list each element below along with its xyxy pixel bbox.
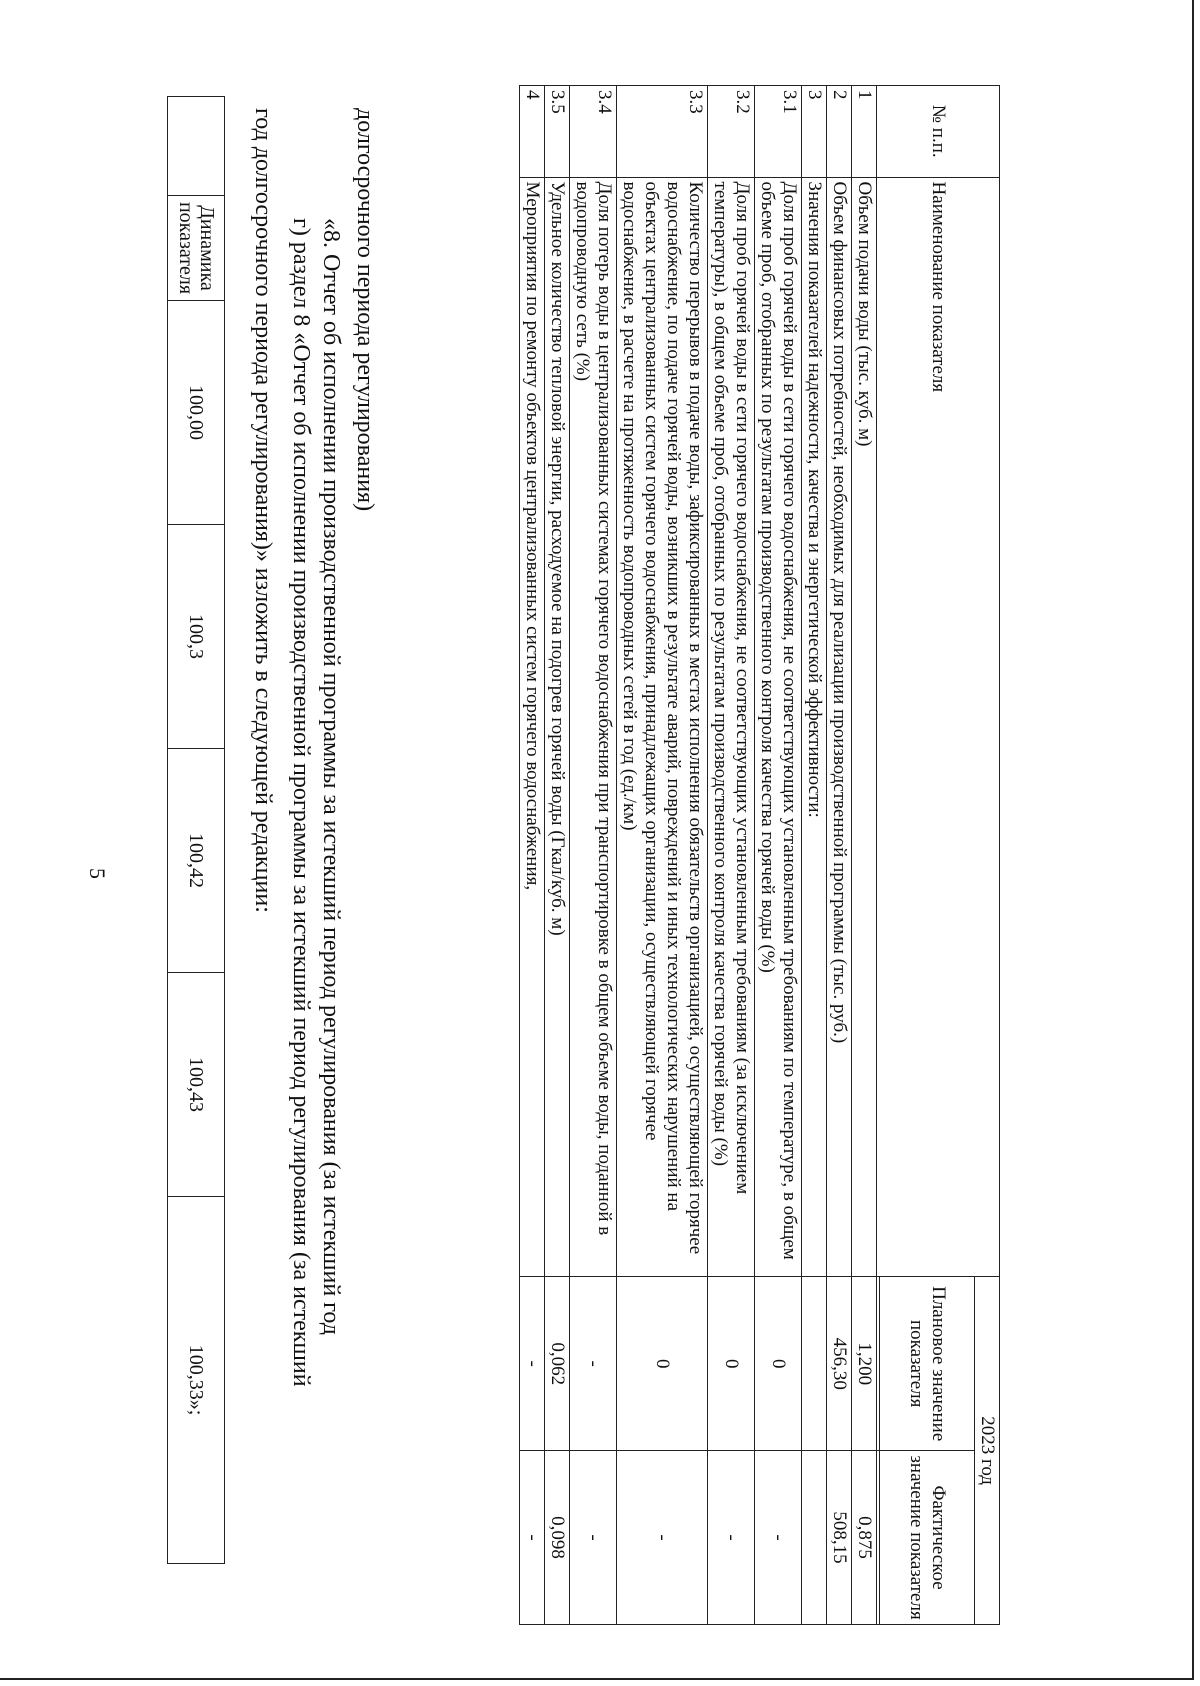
row-name: Объем подачи воды (тыс. куб. м)	[852, 177, 877, 1277]
dynamics-value-cell: 100,00	[168, 301, 225, 525]
paragraph-amendment-cont	[246, 108, 280, 1563]
page-number: 5	[85, 868, 110, 879]
row-planned: 456,30	[827, 1277, 852, 1451]
indicators-table	[519, 85, 1000, 1625]
row-num: 3	[802, 86, 827, 178]
row-name: Количество перерывов в подаче воды, зафиксированных в местах исполнения обязательств организацией, осуществляющей горячее водоснабжение, по подаче горячей воды, возникших в результате аварий, повреждений и иных технологических нарушений на объектах централизованных систем горячего водоснабжения, принадлежащих организации, осуществляющей горячее водоснабжение, в расчете на протяженность водопроводных сетей в год (ед./км)	[617, 177, 708, 1277]
table-row	[802, 86, 827, 1625]
row-planned: 0	[617, 1277, 708, 1451]
row-planned: 0,062	[545, 1277, 570, 1451]
spacer-cell	[877, 1277, 880, 1451]
dynamics-value-cell: 100,43	[168, 973, 225, 1197]
row-num: 3.1	[755, 86, 802, 178]
row-actual: -	[520, 1451, 545, 1625]
dynamics-value-cell: 100,42	[168, 749, 225, 973]
row-planned: 0	[708, 1277, 755, 1451]
table-header-row	[975, 86, 1000, 1625]
dynamics-value-cell: 100,33»;	[168, 1197, 225, 1564]
row-planned: 0	[755, 1277, 802, 1451]
paragraph-line: год долгосрочного периода регулирования)» изложить в следующей редакции:	[250, 108, 276, 913]
row-actual: -	[570, 1451, 617, 1625]
table-row	[827, 86, 852, 1625]
row-num: 3.3	[617, 86, 708, 178]
dynamics-table	[167, 96, 225, 1564]
paragraph-line: г) раздел 8 «Отчет об исполнении производственной программы за истекший период регулирования (за истекший	[288, 218, 314, 1387]
row-num: 1	[852, 86, 877, 178]
empty-cell	[168, 97, 225, 196]
header-num: № п.п.	[877, 86, 1000, 178]
row-name: Удельное количество тепловой энергии, расходуемое на подогрев горячей воды (Гкал/куб. м)	[545, 177, 570, 1277]
row-actual: 0,875	[852, 1451, 877, 1625]
row-actual: 0,098	[545, 1451, 570, 1625]
row-planned: -	[520, 1277, 545, 1451]
row-planned: 1,200	[852, 1277, 877, 1451]
row-name: Доля проб горячей воды в сети горячего водоснабжения, не соответствующих установленным требованиям (за исключением температуры), в общем объеме проб, отобранных по результатам производственного контроля качества горячей воды (%)	[708, 177, 755, 1277]
table-row	[617, 86, 708, 1625]
row-actual: -	[755, 1451, 802, 1625]
row-actual: -	[708, 1451, 755, 1625]
table-row	[852, 86, 877, 1625]
spacer-cell	[877, 1451, 880, 1625]
paragraph-line: долгосрочного периода регулирования)	[352, 108, 378, 512]
row-actual: -	[617, 1451, 708, 1625]
dynamics-label-cell: Динамика показателя	[168, 196, 225, 301]
table-row	[570, 86, 617, 1625]
row-num: 3.4	[570, 86, 617, 178]
row-num: 2	[827, 86, 852, 178]
paragraph-section-title-cont	[348, 108, 382, 1563]
row-actual: 508,15	[827, 1451, 852, 1625]
header-actual: Фактическое значение показателя	[880, 1451, 975, 1625]
row-name: Мероприятия по ремонту объектов централизованных систем горячего водоснабжения,	[520, 177, 545, 1277]
row-num: 3.5	[545, 86, 570, 178]
main-table-wrapper	[385, 85, 1000, 1640]
header-name: Наименование показателя	[877, 177, 1000, 1277]
table-row	[545, 86, 570, 1625]
header-planned: Плановое значение показателя	[880, 1277, 975, 1451]
row-actual	[802, 1451, 827, 1625]
table-row	[755, 86, 802, 1625]
header-year: 2023 год	[975, 1277, 1000, 1625]
dynamics-value-cell: 100,3	[168, 525, 225, 749]
paragraph-amendment	[284, 108, 318, 1563]
paragraph-line: «8. Отчет об исполнении производственной программы за истекший период регулирования (за истекший год	[318, 218, 344, 1335]
row-planned	[802, 1277, 827, 1451]
row-name: Доля проб горячей воды в сети горячего водоснабжения, не соответствующих установленным требованиям по температуре, в общем объеме проб, отобранных по результатам производственного контроля качества горячей воды (%)	[755, 177, 802, 1277]
row-num: 4	[520, 86, 545, 178]
table-row	[520, 86, 545, 1625]
row-name: Доля потерь воды в централизованных системах горячего водоснабжения при транспортировке в общем объеме воды, поданной в водопроводную сеть (%)	[570, 177, 617, 1277]
paragraph-section-title	[314, 108, 348, 1563]
row-num: 3.2	[708, 86, 755, 178]
row-name: Значения показателей надежности, качества и энергетической эффективности:	[802, 177, 827, 1277]
row-planned: -	[570, 1277, 617, 1451]
table-row	[168, 97, 225, 1564]
row-name: Объем финансовых потребностей, необходимых для реализации производственной программы (тыс. руб.)	[827, 177, 852, 1277]
table-row	[708, 86, 755, 1625]
